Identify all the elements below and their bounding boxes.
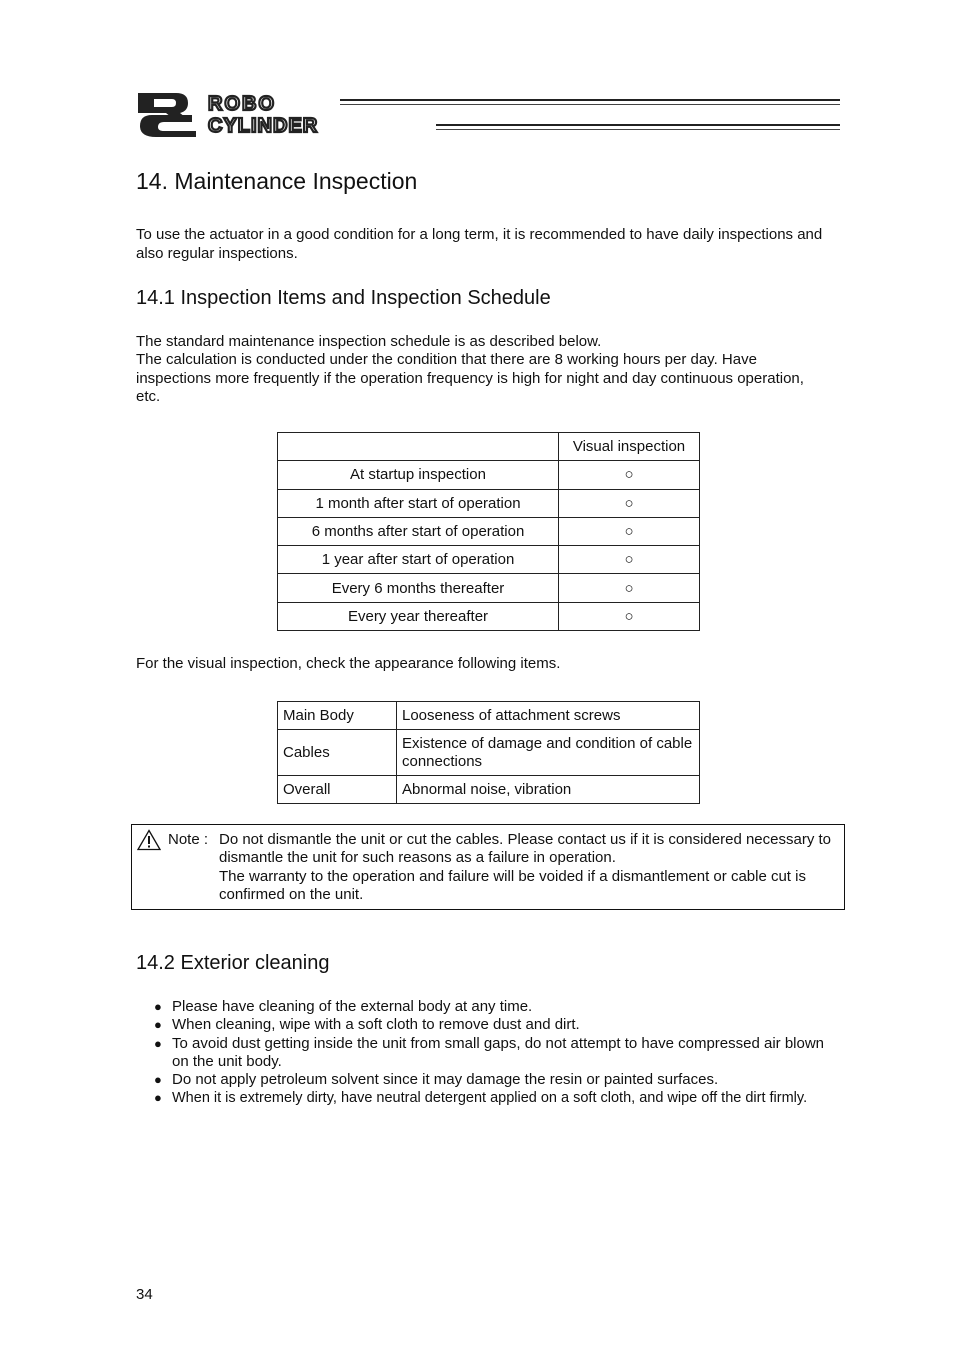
note-box — [131, 824, 845, 910]
table-cell: ○ — [559, 517, 700, 545]
list-item — [152, 1071, 842, 1089]
table-header-row — [278, 433, 700, 461]
inspection-schedule-table — [277, 432, 700, 631]
table-header-cell: Visual inspection — [559, 433, 700, 461]
table-cell: Looseness of attachment screws — [397, 702, 700, 730]
subsection-title-14-2: 14.2 Exterior cleaning — [136, 952, 330, 974]
table-row — [278, 702, 700, 730]
section-intro: To use the actuator in a good condition for a long term, it is recommended to have daily inspections and also regular inspections. — [136, 226, 823, 262]
svg-text:CYLINDER: CYLINDER — [208, 115, 319, 137]
header-rule-top-thin — [340, 104, 840, 105]
table-cell: Every year thereafter — [278, 602, 559, 630]
list-item-text: Do not apply petroleum solvent since it may damage the resin or painted surfaces. — [172, 1071, 719, 1089]
warning-triangle-icon — [137, 829, 161, 851]
table-cell: Abnormal noise, vibration — [397, 776, 700, 804]
table-header-cell — [278, 433, 559, 461]
note-text — [219, 831, 839, 904]
table-row — [278, 730, 700, 776]
schedule-description-1: The standard maintenance inspection schedule is as described below. — [136, 333, 602, 350]
table-row — [278, 574, 700, 602]
list-item-text: To avoid dust getting inside the unit from small gaps, do not attempt to have compressed air blown on the unit body. — [172, 1034, 825, 1070]
header-rule-bottom-thin — [436, 129, 840, 130]
bullet-icon: ● — [154, 1072, 162, 1088]
bullet-icon: ● — [154, 999, 162, 1014]
list-item-text: Please have cleaning of the external body at any time. — [172, 998, 533, 1015]
robo-cylinder-logo — [136, 91, 436, 137]
table-cell: At startup inspection — [278, 461, 559, 489]
header-rule-top — [340, 99, 840, 101]
table-cell: 6 months after start of operation — [278, 517, 559, 545]
table-cell: ○ — [559, 489, 700, 517]
table-cell: ○ — [559, 461, 700, 489]
table-row — [278, 776, 700, 804]
list-item — [152, 1035, 842, 1072]
table-cell: ○ — [559, 574, 700, 602]
table-cell: 1 month after start of operation — [278, 489, 559, 517]
cleaning-bullet-list — [152, 998, 842, 1108]
list-item — [152, 1089, 842, 1107]
table-cell: Every 6 months thereafter — [278, 574, 559, 602]
table-cell: Overall — [278, 776, 397, 804]
table-cell: Existence of damage and condition of cable connections — [397, 730, 700, 776]
subsection-title-14-1: 14.1 Inspection Items and Inspection Schedule — [136, 287, 551, 309]
table-cell: Main Body — [278, 702, 397, 730]
table-row — [278, 489, 700, 517]
list-item-text: When it is extremely dirty, have neutral detergent applied on a soft cloth, and wipe off the dirt firmly. — [172, 1090, 808, 1107]
header-rule-bottom — [436, 124, 840, 126]
svg-text:ROBO: ROBO — [208, 93, 276, 115]
note-paragraph: The warranty to the operation and failure will be voided if a dismantlement or cable cut is confirmed on the unit. — [219, 867, 806, 903]
page-number: 34 — [136, 1286, 153, 1303]
table-cell: ○ — [559, 546, 700, 574]
list-item — [152, 1016, 842, 1034]
table-row — [278, 602, 700, 630]
bullet-icon: ● — [154, 1035, 162, 1051]
table-cell: ○ — [559, 602, 700, 630]
table-row — [278, 517, 700, 545]
schedule-description-2: The calculation is conducted under the condition that there are 8 working hours per day. Have inspections more frequently if the operation frequency is high for night and day continuous operation, etc. — [136, 351, 804, 405]
list-item — [152, 998, 842, 1016]
visual-inspection-table — [277, 701, 700, 804]
bullet-icon: ● — [154, 1017, 162, 1033]
table-cell: Cables — [278, 730, 397, 776]
table-row — [278, 461, 700, 489]
note-paragraph: Do not dismantle the unit or cut the cables. Please contact us if it is considered necessary to dismantle the unit for such reasons as a failure in operation. — [219, 831, 831, 867]
visual-inspection-intro: For the visual inspection, check the appearance following items. — [136, 655, 561, 672]
note-label: Note : — [168, 831, 209, 848]
table-row — [278, 546, 700, 574]
list-item-text: When cleaning, wipe with a soft cloth to remove dust and dirt. — [172, 1016, 580, 1034]
section-title: 14. Maintenance Inspection — [136, 168, 418, 194]
bullet-icon: ● — [154, 1090, 162, 1106]
table-cell: 1 year after start of operation — [278, 546, 559, 574]
